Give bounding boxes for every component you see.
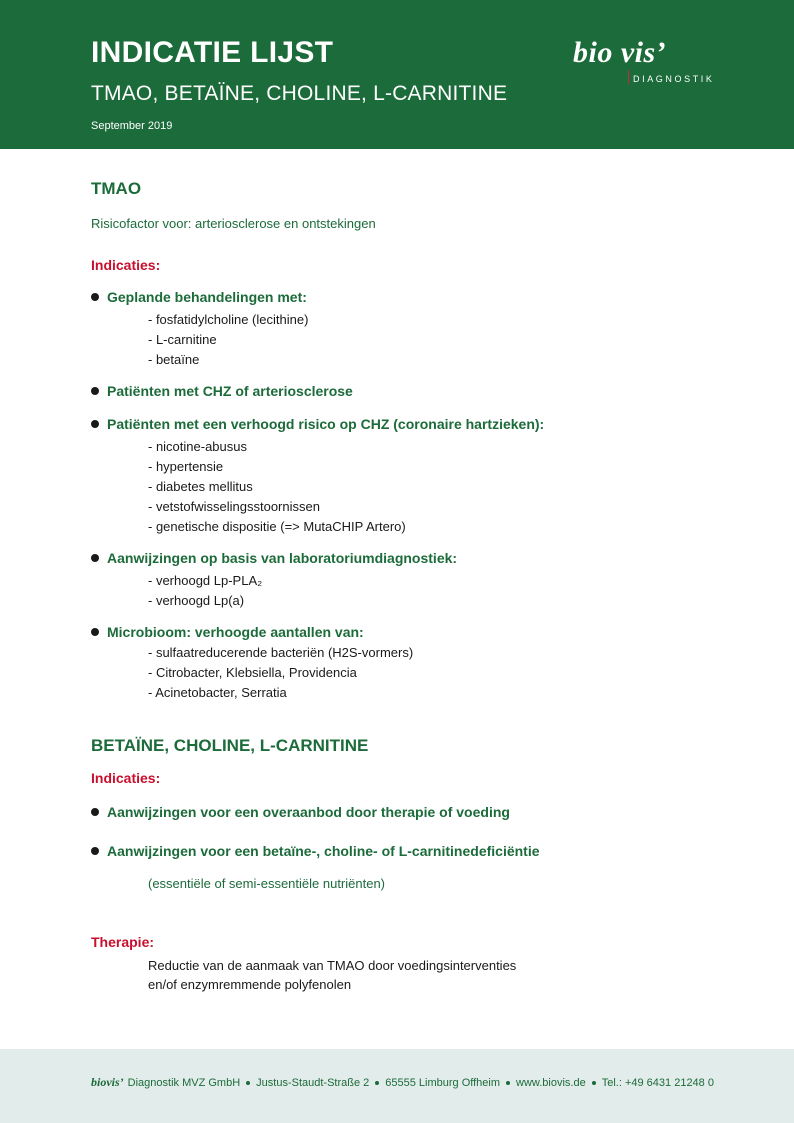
indications-label-betaine: Indicaties:: [91, 770, 161, 786]
footer-brand: biovis’: [91, 1075, 124, 1089]
bullet-icon: [375, 1081, 379, 1085]
indications-label-tmao: Indicaties:: [91, 257, 161, 273]
risk-factor-text: Risicofactor voor: arteriosclerose en ontstekingen: [91, 216, 376, 231]
list-item: - vetstofwisselingsstoornissen: [148, 499, 320, 514]
bullet-microbiome: [91, 624, 364, 640]
footer-city: 65555 Limburg Offheim: [385, 1076, 501, 1089]
bullet-chz-risk: [91, 416, 544, 432]
biovis-logo: [573, 36, 733, 96]
footer-phone: Tel.: +49 6431 21248 0: [601, 1076, 714, 1089]
list-item: - Acinetobacter, Serratia: [148, 685, 287, 700]
bullet-icon: [91, 554, 99, 562]
footer-company: Diagnostik MVZ GmbH: [127, 1076, 241, 1089]
logo-wordmark: bio vis’: [573, 36, 667, 69]
bullet-label: Microbioom: verhoogde aantallen van:: [107, 624, 364, 640]
document-date: September 2019: [91, 120, 173, 132]
header-banner: [0, 0, 794, 149]
list-item: - verhoogd Lp-PLA₂: [148, 573, 263, 588]
bullet-icon: [506, 1081, 510, 1085]
therapy-line: en/of enzymremmende polyfenolen: [148, 977, 352, 992]
document-subtitle: TMAO, BETAÏNE, CHOLINE, L-CARNITINE: [91, 82, 508, 105]
logo-subtitle: DIAGNOSTIK: [633, 74, 715, 84]
bullet-oversupply: [91, 804, 510, 820]
bullet-deficiency: [91, 843, 540, 859]
footer-website-link[interactable]: www.biovis.de: [516, 1076, 586, 1089]
therapy-label: Therapie:: [91, 934, 155, 950]
bullet-chz-patients: [91, 383, 353, 399]
list-item: - nicotine-abusus: [148, 439, 247, 454]
section-heading-tmao: TMAO: [91, 179, 142, 198]
bullet-label: Patiënten met CHZ of arteriosclerose: [107, 383, 353, 399]
list-item: - diabetes mellitus: [148, 479, 253, 494]
footer-contact-line: [91, 1075, 714, 1090]
bullet-lab-diagnostics: [91, 550, 457, 566]
document-title: INDICATIE LIJST: [91, 36, 334, 69]
bullet-icon: [91, 293, 99, 301]
logo-divider: [628, 70, 629, 84]
bullet-label: Patiënten met een verhoogd risico op CHZ (coronaire hartzieken):: [107, 416, 545, 432]
list-item: - verhoogd Lp(a): [148, 593, 245, 608]
list-item: - Citrobacter, Klebsiella, Providencia: [148, 665, 357, 680]
section-heading-betaine: BETAÏNE, CHOLINE, L-CARNITINE: [91, 736, 369, 755]
bullet-planned-treatments: [91, 289, 307, 305]
list-item: - L-carnitine: [148, 332, 217, 347]
list-item: - hypertensie: [148, 459, 224, 474]
bullet-icon: [91, 420, 99, 428]
bullet-label: Aanwijzingen voor een betaïne-, choline- of L-carnitinedeficiëntie: [107, 843, 540, 859]
bullet-label: Aanwijzingen voor een overaanbod door therapie of voeding: [107, 804, 510, 820]
bullet-icon: [91, 808, 99, 816]
bullet-icon: [91, 628, 99, 636]
bullet-icon: [91, 387, 99, 395]
footer: [0, 1049, 794, 1123]
bullet-icon: [91, 847, 99, 855]
bullet-icon: [246, 1081, 250, 1085]
bullet-label: Aanwijzingen op basis van laboratoriumdiagnostiek:: [107, 550, 458, 566]
list-item: - genetische dispositie (=> MutaCHIP Artero): [148, 519, 406, 534]
list-item: - fosfatidylcholine (lecithine): [148, 312, 309, 327]
list-item: - sulfaatreducerende bacteriën (H2S-vormers): [148, 645, 414, 660]
therapy-line: Reductie van de aanmaak van TMAO door voedingsinterventies: [148, 958, 517, 973]
list-item: - betaïne: [148, 352, 200, 367]
nutrient-note: (essentiële of semi-essentiële nutriënten): [148, 876, 386, 891]
bullet-label: Geplande behandelingen met:: [107, 289, 307, 305]
bullet-icon: [592, 1081, 596, 1085]
footer-street: Justus-Staudt-Straße 2: [256, 1076, 370, 1089]
